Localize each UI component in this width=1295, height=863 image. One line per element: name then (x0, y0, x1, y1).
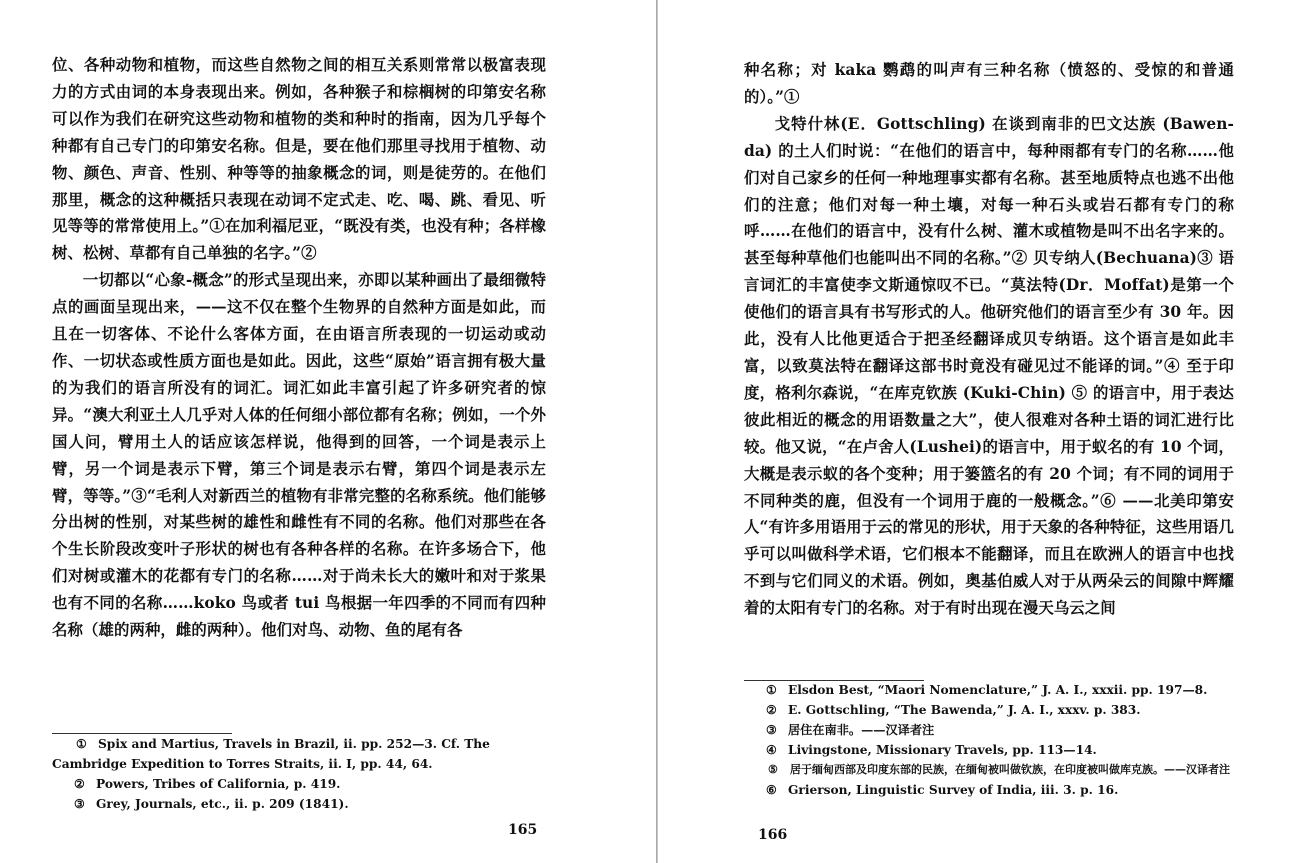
right-paragraph-1: 种名称；对 kaka 鹦鹉的叫声有三种名称（愤怒的、受惊的和普通的）。”① (744, 61, 1234, 106)
page-number-right: 166 (758, 827, 788, 843)
footnote-mark: ⑤ (768, 763, 778, 776)
book-gutter (656, 0, 658, 863)
right-body-text (744, 57, 1234, 622)
right-footnotes (744, 680, 1244, 800)
footnote-text: 居于缅甸西部及印度东部的民族，在缅甸被叫做钦族，在印度被叫做库克族。——汉译者注 (790, 763, 1230, 776)
footnote-text: Livingstone, Missionary Travels, pp. 113—14. (788, 743, 1097, 757)
right-page (660, 0, 1295, 863)
page-number-left: 165 (508, 822, 538, 838)
footnote-item (52, 734, 546, 774)
footnote-mark: ① (76, 737, 87, 751)
footnote-item (744, 680, 1244, 700)
footnote-mark: ② (74, 777, 85, 791)
footnote-mark: ③ (74, 797, 85, 811)
footnote-item (744, 780, 1244, 800)
footnote-text: E. Gottschling, “The Bawenda,” J. A. I., xxxv. p. 383. (788, 703, 1141, 717)
footnote-item (744, 720, 1244, 740)
left-body-text (52, 52, 546, 644)
footnote-item (52, 794, 546, 814)
left-paragraph-2: 一切都以“心象-概念”的形式呈现出来，亦即以某种画出了最细微特点的画面呈现出来，——这不仅在整个生物界的自然种方面是如此，而且在一切客体、不论什么客体方面，在由语言所表现的一切运动或动作、一切状态或性质方面也是如此。因此，这些“原始”语言拥有极大量的为我们的语言所没有的词汇。词汇如此丰富引起了许多研究者的惊异。“澳大利亚土人几乎对人体的任何细小部位都有名称；例如，一个外国人问，臂用土人的话应该怎样说，他得到的回答，一个词是表示上臂，另一个词是表示下臂，第三个词是表示右臂，第四个词是表示左臂，等等。”③“毛利人对新西兰的植物有非常完整的名称系统。他们能够分出树的性别，对某些树的雄性和雌性有不同的名称。他们对那些在各个生长阶段改变叶子形状的树也有各种各样的名称。在许多场合下，他们对树或灌木的花都有专门的名称……对于尚未长大的嫩叶和对于浆果也有不同的名称……koko 鸟或者 tui 鸟根据一年四季的不同而有四种名称（雄的两种，雌的两种）。他们对鸟、动物、鱼的尾有各 (52, 271, 546, 640)
footnote-mark: ② (766, 703, 777, 717)
right-paragraph-2: 戈特什林(E．Gottschling) 在谈到南非的巴文达族 (Bawen-da) 的土人们时说：“在他们的语言中，每种雨都有专门的名称……他们对自己家乡的任何一种地理事实都有名称。甚至地质特点也逃不出他们的注意；他们对每一种土壤，对每一种石头或岩石都有专门的称呼……在他们的语言中，没有什么树、灌木或植物是叫不出名字来的。甚至每种草他们也能叫出不同的名称。”② 贝专纳人(Bechuana)③ 语言词汇的丰富使李文斯通惊叹不已。“莫法特(Dr．Moffat)是第一个使他们的语言具有书写形式的人。他研究他们的语言至少有 30 年。因此，没有人比他更适合于把圣经翻译成贝专纳语。这个语言是如此丰富，以致莫法特在翻译这部书时竟没有碰见过不能译的词。”④ 至于印度，格利尔森说，“在库克钦族 (Kuki-Chin) ⑤ 的语言中，用于表达彼此相近的概念的用语数量之大”，使人很难对各种土语的词汇进行比较。他又说，“在卢舍人(Lushei)的语言中，用于蚁名的有 10 个词，大概是表示蚁的各个变种；用于篓篮名的有 20 个词；有不同的词用于不同种类的鹿，但没有一个词用于鹿的一般概念。”⑥ ——北美印第安人“有许多用语用于云的常见的形状，用于天象的各种特征，这些用语几乎可以叫做科学术语，它们根本不能翻译，而且在欧洲人的语言中也找不到与它们同义的术语。例如，奥基伯威人对于从两朵云的间隙中辉耀着的太阳有专门的名称。对于有时出现在漫天乌云之间 (744, 114, 1234, 618)
footnote-mark: ③ (766, 723, 777, 737)
footnote-text: 居住在南非。——汉译者注 (788, 723, 935, 737)
footnote-mark: ① (766, 683, 777, 697)
footnote-mark: ⑥ (766, 783, 777, 797)
footnote-text: Powers, Tribes of California, p. 419. (96, 777, 341, 791)
footnote-item (744, 740, 1244, 760)
footnote-mark: ④ (766, 743, 777, 757)
footnote-item (52, 774, 546, 794)
footnote-item (744, 760, 1244, 780)
footnote-text: Spix and Martius, Travels in Brazil, ii. pp. 252—3. Cf. The Cambridge Expedition to Torres Straits, ii. I, pp. 44, 64. (52, 737, 490, 771)
footnote-text: Elsdon Best, “Maori Nomenclature,” J. A. I., xxxii. pp. 197—8. (788, 683, 1208, 697)
footnote-text: Grey, Journals, etc., ii. p. 209 (1841). (96, 797, 349, 811)
left-footnotes (52, 734, 546, 814)
left-paragraph-1: 位、各种动物和植物，而这些自然物之间的相互关系则常常以极富表现力的方式由词的本身表现出来。例如，各种猴子和棕榈树的印第安名称可以作为我们在研究这些动物和植物的类和种时的指南，因为几乎每个种都有自己专门的印第安名称。但是，要在他们那里寻找用于植物、动物、颜色、声音、性别、种等等的抽象概念的词，则是徒劳的。在他们那里，概念的这种概括只表现在动词不定式走、吃、喝、跳、看见、听见等等的常常使用上。”①在加利福尼亚，“既没有类，也没有种；各样橡树、松树、草都有自己单独的名字。”② (52, 56, 546, 263)
footnote-text: Grierson, Linguistic Survey of India, iii. 3. p. 16. (788, 783, 1119, 797)
footnote-item (744, 700, 1244, 720)
